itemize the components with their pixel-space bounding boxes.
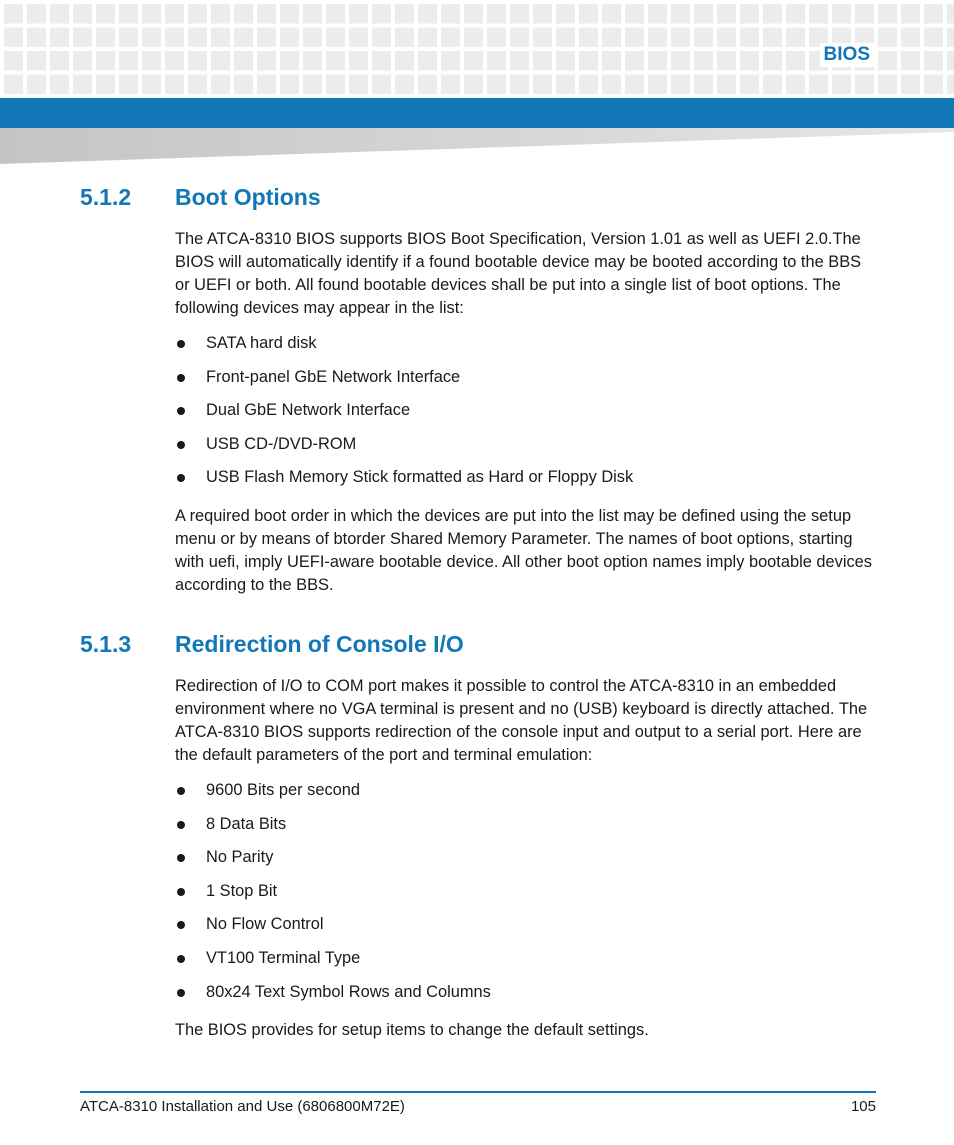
header-grid-decoration [0,0,954,98]
header-pattern [0,0,954,98]
footer-rule [80,1091,876,1093]
list-item: Dual GbE Network Interface [175,399,875,433]
list-item: No Flow Control [175,913,875,947]
section-heading-console-redirection [80,631,464,658]
section-title: Boot Options [175,184,321,210]
bullet-icon [177,888,185,896]
chapter-tag: BIOS [820,43,874,67]
list-item: VT100 Terminal Type [175,947,875,981]
section-number: 5.1.3 [80,631,132,657]
bullet-icon [177,821,185,829]
console-redirection-intro: Redirection of I/O to COM port makes it possible to control the ATCA-8310 in an embedded environment where no VGA terminal is present and no (USB) keyboard is directly attached. The ATCA-8310 BIOS supports redirection of the console input and output to a serial port. Here are the default parameters of the port and terminal emulation: [175,677,868,764]
boot-options-outro: A required boot order in which the devices are put into the list may be defined using the setup menu or by means of btorder Shared Memory Parameter. The names of boot options, starting with uefi, imply UEFI-aware bootable device. All other boot option names imply bootable devices according to the BBS. [175,507,872,594]
header-blue-band [0,98,954,128]
bullet-icon [177,374,185,382]
console-redirection-outro: The BIOS provides for setup items to change the default settings. [175,1021,649,1039]
list-item: 8 Data Bits [175,813,875,847]
list-item: SATA hard disk [175,332,875,366]
bullet-icon [177,955,185,963]
boot-options-intro: The ATCA-8310 BIOS supports BIOS Boot Specification, Version 1.01 as well as UEFI 2.0.The BIOS will automatically identify if a found bootable device may be booted according to the BBS or UEFI or both. All found bootable devices shall be put into a single list of boot options. The following devices may appear in the list: [175,230,862,317]
list-item: 1 Stop Bit [175,880,875,914]
console-parameters-list [175,779,875,1014]
bullet-icon [177,474,185,482]
section-number: 5.1.2 [80,184,132,210]
footer-document-title: ATCA-8310 Installation and Use (6806800M72E) [80,1098,405,1115]
list-item: 9600 Bits per second [175,779,875,813]
bullet-icon [177,921,185,929]
bullet-icon [177,441,185,449]
boot-devices-list [175,332,875,500]
list-item: USB Flash Memory Stick formatted as Hard or Floppy Disk [175,466,875,500]
bullet-icon [177,787,185,795]
list-item: USB CD-/DVD-ROM [175,433,875,467]
header-gray-wedge [0,128,954,164]
section-title: Redirection of Console I/O [175,631,464,657]
bullet-icon [177,407,185,415]
bullet-icon [177,340,185,348]
section-heading-boot-options [80,184,321,211]
list-item: 80x24 Text Symbol Rows and Columns [175,981,875,1015]
bullet-icon [177,989,185,997]
list-item: Front-panel GbE Network Interface [175,366,875,400]
bullet-icon [177,854,185,862]
footer-page-number: 105 [850,1098,876,1115]
list-item: No Parity [175,846,875,880]
